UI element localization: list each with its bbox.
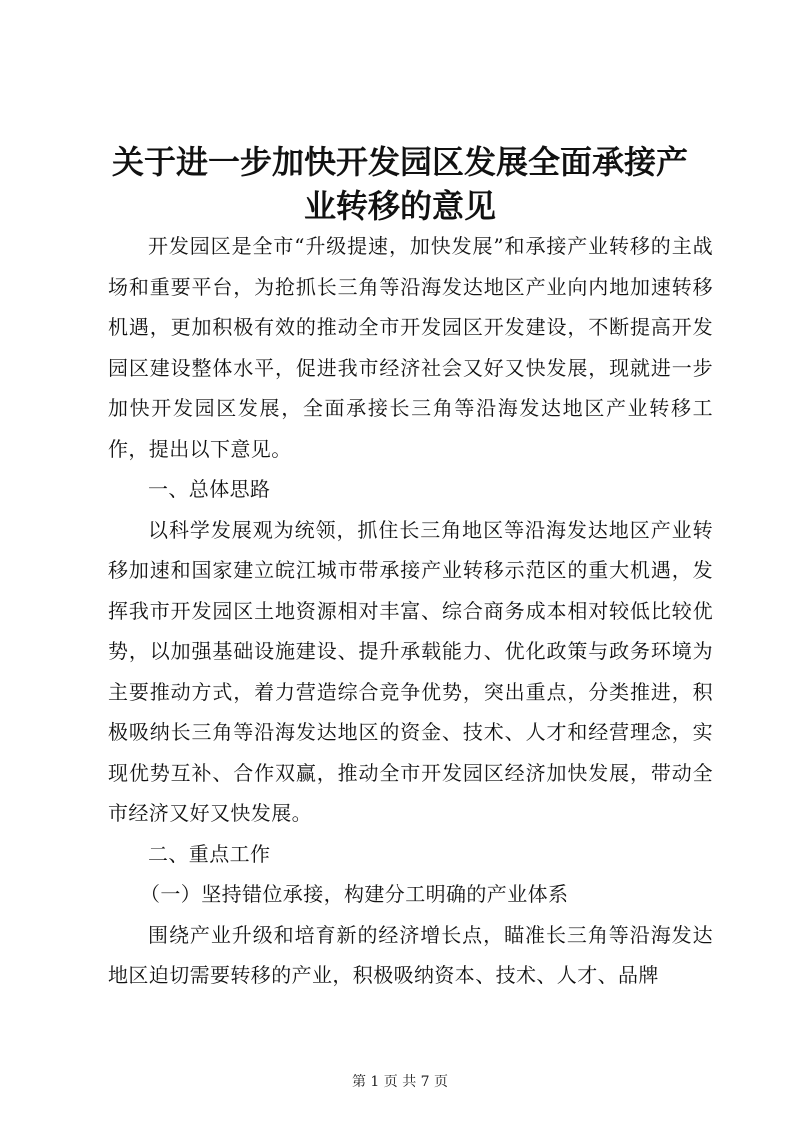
document-title: 关于进一步加快开发园区发展全面承接产业转移的意见 [111,143,688,225]
subsection-heading-1: （一）坚持错位承接，构建分工明确的产业体系 [140,882,569,906]
subsection-1-paragraph: 围绕产业升级和培育新的经济增长点，瞄准长三角等沿海发达地区迫切需要转移的产业，积极吸纳资本、技术、人才、品牌 [108,922,713,987]
section-heading-overall-approach: 一、总体思路 [148,477,271,501]
section-heading-key-work: 二、重点工作 [148,841,271,866]
document-body [108,226,713,996]
page-number-footer: 第 1 页 共 7 页 [351,1074,449,1090]
overall-approach-paragraph: 以科学发展观为统领，抓住长三角地区等沿海发达地区产业转移加速和国家建立皖江城市带承接产业转移示范区的重大机遇，发挥我市开发园区土地资源相对丰富、综合商务成本相对较低比较优势，以加强基础设施建设、提升承载能力、优化政策与政务环境为主要推动方式，着力营造综合竞争优势，突出重点，分类推进，积极吸纳长三角等沿海发达地区的资金、技术、人才和经营理念，实现优势互补、合作双赢，推动全市开发园区经济加快发展，带动全市经济又好又快发展。 [108,517,713,825]
intro-paragraph: 开发园区是全市“升级提速，加快发展”和承接产业转移的主战场和重要平台，为抢抓长三角等沿海发达地区产业向内地加速转移机遇，更加积极有效的推动全市开发园区开发建设，不断提高开发园区建设整体水平，促进我市经济社会又好又快发展，现就进一步加快开发园区发展，全面承接长三角等沿海发达地区产业转移工作，提出以下意见。 [108,234,713,461]
